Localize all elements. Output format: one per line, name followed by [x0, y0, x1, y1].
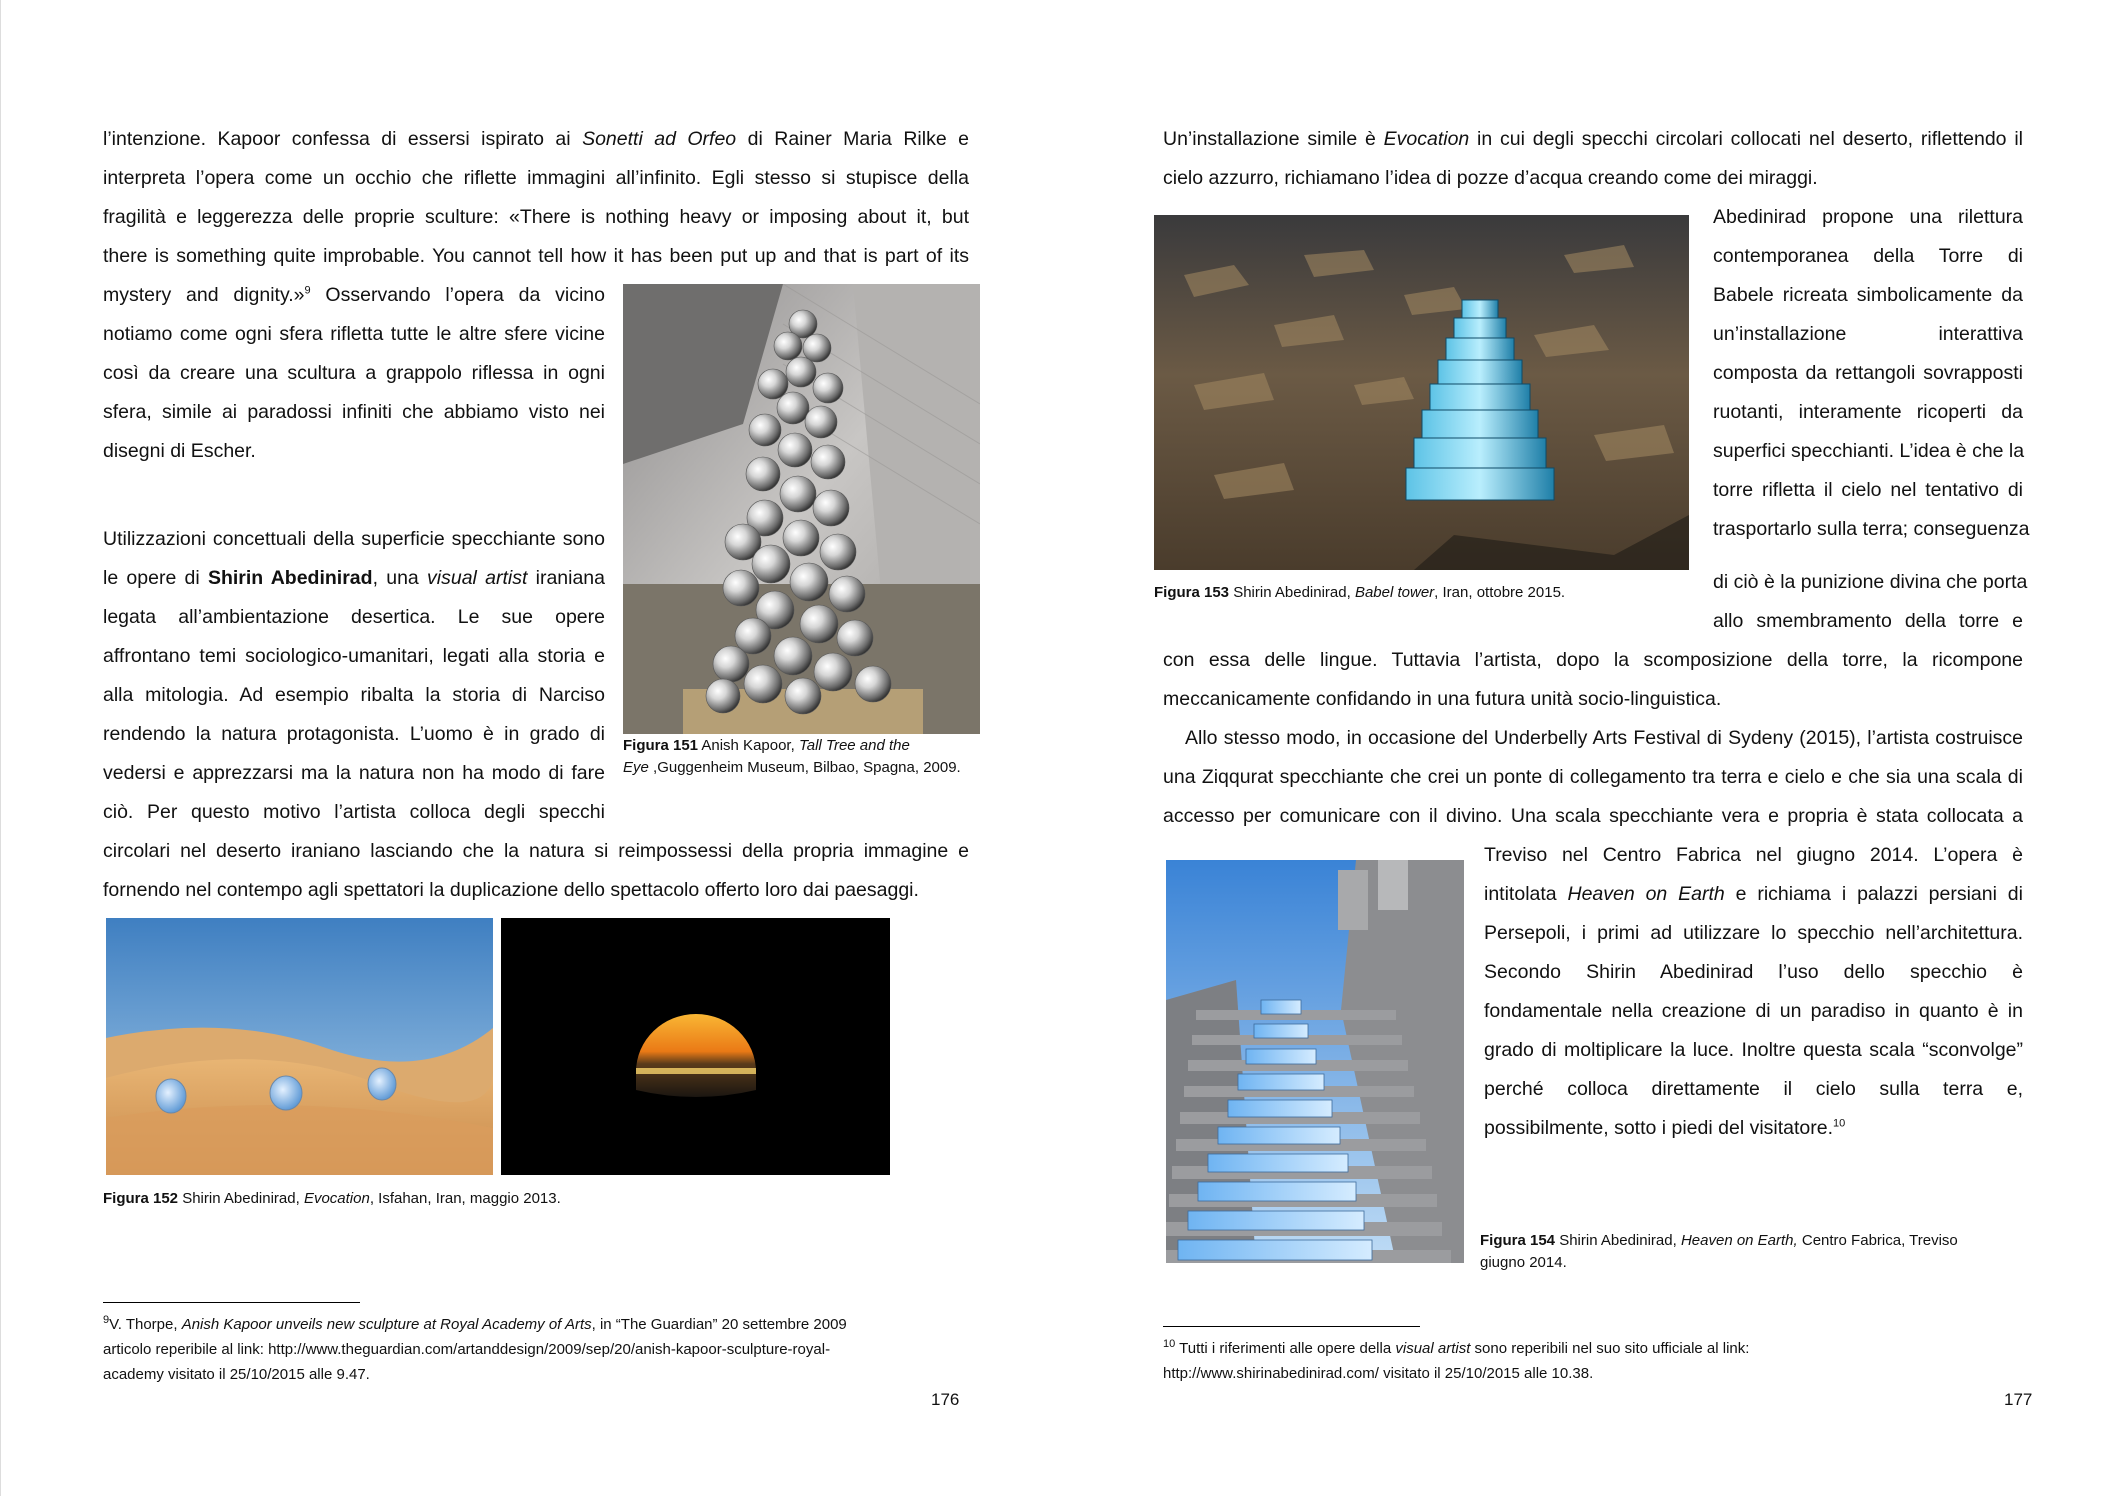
- body-line: allo smembramento della torre e: [1713, 610, 2023, 632]
- body-line: fragilità e leggerezza delle proprie sculture: «There is nothing heavy or imposing about it, but: [103, 206, 969, 228]
- figure-152-image-sunset: [501, 918, 890, 1175]
- body-line: trasportarlo sulla terra; conseguenza: [1713, 518, 2030, 540]
- body-line: possibilmente, sotto i piedi del visitatore.$^{10}$: [1484, 1117, 1846, 1139]
- body-line: Utilizzazioni concettuali della superficie specchiante sono: [103, 528, 605, 550]
- figure-154-image: [1166, 860, 1464, 1263]
- body-line: Allo stesso modo, in occasione del Underbelly Arts Festival di Sydeny (2015), l’artista costruisce: [1185, 727, 2023, 749]
- body-line: there is something quite improbable. You cannot tell how it has been put up and that is part of its: [103, 245, 969, 267]
- body-line: Persepoli, i primi ad utilizzare lo specchio nell’architettura.: [1484, 922, 2023, 944]
- figure-153-caption: Figura 153 Shirin Abedinirad, Babel tower, Iran, ottobre 2015.: [1154, 584, 1566, 601]
- figure-152-caption: Figura 152 Shirin Abedinirad, Evocation, Isfahan, Iran, maggio 2013.: [103, 1190, 561, 1207]
- figure-151-image: [623, 284, 980, 734]
- figure-153-image: [1154, 215, 1689, 570]
- body-line: Un’installazione simile è Evocation in cui degli specchi circolari collocati nel deserto, riflettendo il: [1163, 128, 2023, 150]
- body-line: di ciò è la punizione divina che porta: [1713, 571, 2028, 593]
- body-line: Abedinirad propone una rilettura: [1713, 206, 2023, 228]
- body-line: ruotanti, interamente ricoperti da: [1713, 401, 2023, 423]
- body-line: disegni di Escher.: [103, 440, 256, 462]
- body-line: Secondo Shirin Abedinirad l’uso dello specchio è: [1484, 961, 2023, 983]
- body-line: contemporanea della Torre di: [1713, 245, 2023, 267]
- body-line: grado di moltiplicare la luce. Inoltre questa scala “sconvolge”: [1484, 1039, 2023, 1061]
- body-line: fornendo nel contempo agli spettatori la duplicazione dello spettacolo offerto loro dai paesaggi.: [103, 879, 919, 901]
- footnote-separator: [103, 1302, 360, 1303]
- footnote-separator: [1163, 1326, 1420, 1327]
- body-line: notiamo come ogni sfera rifletta tutte le altre sfere vicine: [103, 323, 605, 345]
- body-line: l’intenzione. Kapoor confessa di essersi ispirato ai Sonetti ad Orfeo di Rainer Maria Rilke e: [103, 128, 969, 150]
- body-line: accesso per comunicare con il divino. Una scala specchiante vera e propria è stata collocata a: [1163, 805, 2023, 827]
- figure-154-caption: Figura 154 Shirin Abedinirad, Heaven on Earth, Centro Fabrica, Treviso giugno 2014.: [1480, 1232, 1958, 1271]
- body-line: perché colloca direttamente il cielo sulla terra e,: [1484, 1078, 2023, 1100]
- body-line: alla mitologia. Ad esempio ribalta la storia di Narciso: [103, 684, 605, 706]
- body-line: un’installazione interattiva: [1713, 323, 2023, 345]
- body-line: superfici specchianti. L’idea è che la: [1713, 440, 2025, 462]
- body-line: vedersi e apprezzarsi ma la natura non ha modo di fare: [103, 762, 605, 784]
- body-line: composta da rettangoli sovrapposti: [1713, 362, 2023, 384]
- body-line: affrontano temi sociologico-umanitari, legati alla storia e: [103, 645, 605, 667]
- body-line: meccanicamente confidando in una futura unità socio-linguistica.: [1163, 688, 1722, 710]
- page-number: 176: [931, 1390, 960, 1409]
- body-line: rendendo la natura protagonista. L’uomo è in grado di: [103, 723, 605, 745]
- body-line: le opere di Shirin Abedinirad, una visual artist iraniana: [103, 567, 605, 589]
- body-line: mystery and dignity.»$^9$ Osservando l’opera da vicino: [103, 284, 605, 306]
- body-line: così da creare una scultura a grappolo riflessa in ogni: [103, 362, 605, 384]
- page-number: 177: [2004, 1390, 2033, 1409]
- body-line: sfera, simile ai paradossi infiniti che abbiamo visto nei: [103, 401, 605, 423]
- figure-151-caption: Figura 151 Anish Kapoor, Tall Tree and the Eye ,Guggenheim Museum, Bilbao, Spagna, 2009.: [623, 737, 961, 776]
- body-line: ciò. Per questo motivo l’artista colloca degli specchi: [103, 801, 605, 823]
- body-line: Babele ricreata simbolicamente da: [1713, 284, 2023, 306]
- body-line: legata all’ambientazione desertica. Le sue opere: [103, 606, 605, 628]
- figure-152-image-desert: [106, 918, 493, 1175]
- body-line: intitolata Heaven on Earth e richiama i palazzi persiani di: [1484, 883, 2023, 905]
- body-line: una Ziqqurat specchiante che crei un ponte di collegamento tra terra e cielo e che sia una scala di: [1163, 766, 2023, 788]
- body-line: Treviso nel Centro Fabrica nel giugno 2014. L’opera è: [1484, 844, 2023, 866]
- body-line: torre rifletta il cielo nel tentativo di: [1713, 479, 2023, 501]
- body-line: cielo azzurro, richiamano l’idea di pozze d’acqua creando come dei miraggi.: [1163, 167, 1818, 189]
- body-line: interpreta l’opera come un occhio che riflette immagini all’infinito. Egli stesso si stupisce della: [103, 167, 969, 189]
- right-page: [1059, 0, 2118, 1496]
- footnote: $^{10}$ Tutti i riferimenti alle opere della visual artist sono reperibili nel suo sito ufficiale al link: http://www.shirinabedinirad.com/ visitato il 25/10/2015 alle 10.38.: [1163, 1338, 1750, 1382]
- body-line: circolari nel deserto iraniano lasciando che la natura si reimpossessi della propria immagine e: [103, 840, 969, 862]
- body-line: fondamentale nella creazione di un paradiso in quanto è in: [1484, 1000, 2023, 1022]
- footnote: $^9$V. Thorpe, Anish Kapoor unveils new sculpture at Royal Academy of Arts, in “The Guardian” 20 settembre 2009 articolo reperibile al link: http://www.theguardian.com/artanddesign/2009/sep/20/anish-kapoor-sculpture-royal- academy visitato il 25/10/2015 alle 9.47.: [103, 1314, 847, 1383]
- body-line: con essa delle lingue. Tuttavia l’artista, dopo la scomposizione della torre, la ricompone: [1163, 649, 2023, 671]
